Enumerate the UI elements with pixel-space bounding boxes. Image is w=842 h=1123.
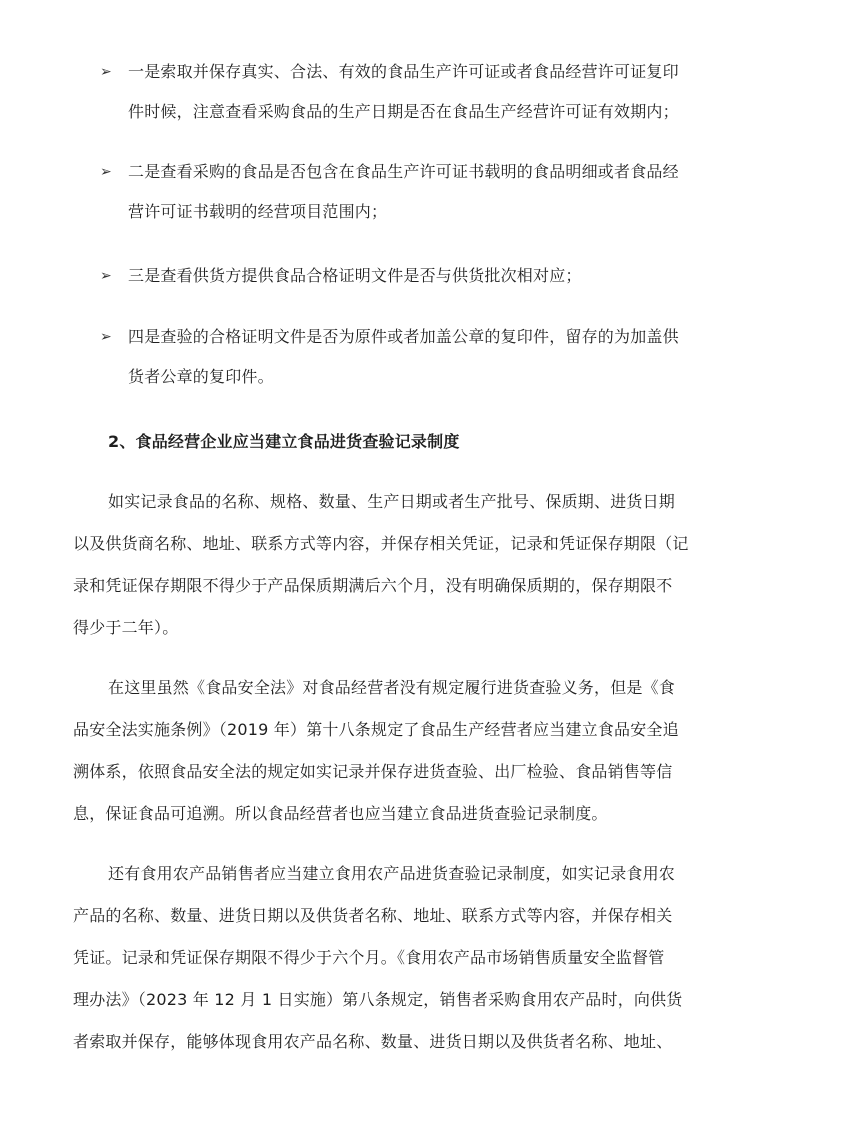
bullet-item [100,322,790,392]
bullet-line: 三是查看供货方提供食品合格证明文件是否与供货批次相对应； [128,266,582,285]
paragraph-line: 录和凭证保存期限不得少于产品保质期满后六个月，没有明确保质期的，保存期限不 [73,576,673,595]
bullet-text [128,261,790,291]
paragraph-line: 者索取并保存，能够体现食用农产品名称、数量、进货日期以及供货者名称、地址、 [73,1032,673,1051]
bullet-line: 一是索取并保存真实、合法、有效的食品生产许可证或者食品经营许可证复印 [128,62,679,81]
bullet-text [128,57,790,127]
bullet-arrow-icon: ➢ [100,164,112,180]
bullet-line: 二是查看采购的食品是否包含在食品生产许可证书载明的食品明细或者食品经 [128,162,679,181]
paragraph-line: 凭证。记录和凭证保存期限不得少于六个月。《食用农产品市场销售质量安全监督管 [73,948,665,967]
bullet-arrow-icon: ➢ [100,268,112,284]
paragraph-line: 息，保证食品可追溯。所以食品经营者也应当建立食品进货查验记录制度。 [73,804,608,823]
bullet-item [100,157,790,227]
bullet-text [128,157,790,227]
paragraph-line: 品安全法实施条例》（2019 年）第十八条规定了食品生产经营者应当建立食品安全追 [73,720,679,739]
bullet-item [100,57,790,127]
paragraph-line: 如实记录食品的名称、规格、数量、生产日期或者生产批号、保质期、进货日期 [108,492,676,511]
bullet-line: 件时候，注意查看采购食品的生产日期是否在食品生产经营许可证有效期内； [128,102,679,121]
paragraph-line: 以及供货商名称、地址、联系方式等内容，并保存相关凭证，记录和凭证保存期限（记 [73,534,689,553]
bullet-line: 四是查验的合格证明文件是否为原件或者加盖公章的复印件，留存的为加盖供 [128,327,679,346]
paragraph-line: 还有食用农产品销售者应当建立食用农产品进货查验记录制度，如实记录食用农 [108,864,676,883]
bullet-item [100,261,790,291]
bullet-text [128,322,790,392]
paragraph-line: 在这里虽然《食品安全法》对食品经营者没有规定履行进货查验义务，但是《食 [108,678,676,697]
paragraph-line: 溯体系，依照食品安全法的规定如实记录并保存进货查验、出厂检验、食品销售等信 [73,762,673,781]
bullet-arrow-icon: ➢ [100,329,112,345]
paragraph-line: 理办法》（2023 年 12 月 1 日实施）第八条规定，销售者采购食用农产品时，向供货 [73,990,683,1009]
bullet-line: 货者公章的复印件。 [128,367,274,386]
bullet-arrow-icon: ➢ [100,64,112,80]
section-heading: 2、食品经营企业应当建立食品进货查验记录制度 [108,432,460,451]
bullet-line: 营许可证书载明的经营项目范围内； [128,202,388,221]
paragraph-line: 得少于二年）。 [73,618,179,637]
paragraph-line: 产品的名称、数量、进货日期以及供货者名称、地址、联系方式等内容，并保存相关 [73,906,673,925]
